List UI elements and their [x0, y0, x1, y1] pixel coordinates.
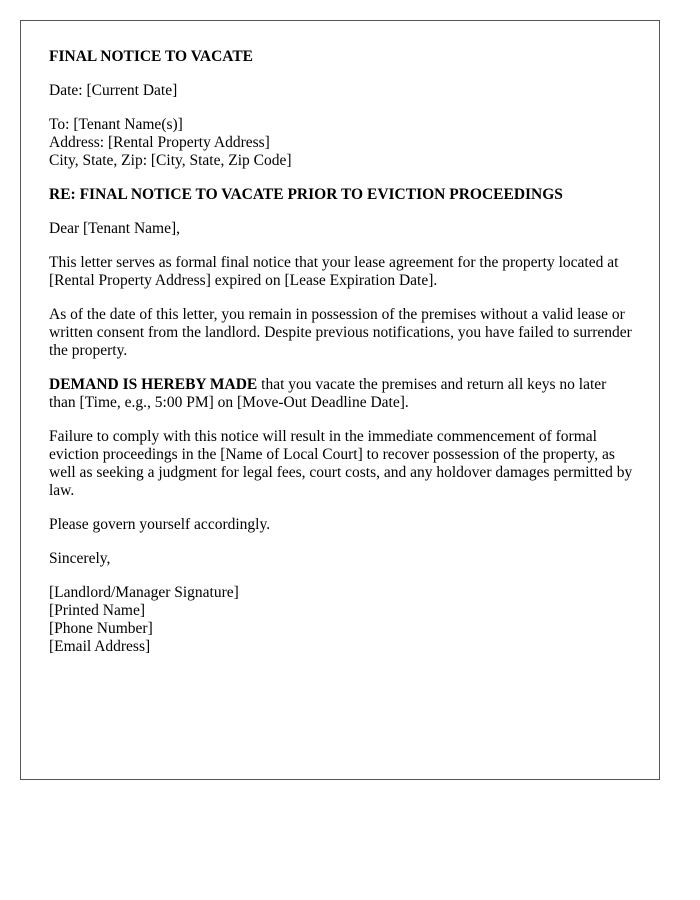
signature-block [49, 584, 633, 656]
letter-content [49, 48, 633, 672]
signature-line: [Landlord/Manager Signature] [49, 584, 239, 601]
letter-page [20, 20, 660, 780]
date-line: Date: [Current Date] [49, 82, 178, 99]
printed-name: [Printed Name] [49, 602, 145, 619]
paragraph-lease-expired: This letter serves as formal final notice that your lease agreement for the property located at [Rental Property Address] expired on [Lease Expiration Date]. [49, 254, 619, 289]
salutation: Dear [Tenant Name], [49, 220, 181, 237]
recipient-to: To: [Tenant Name(s)] [49, 116, 183, 133]
closing: Sincerely, [49, 550, 111, 567]
email-address: [Email Address] [49, 638, 151, 655]
demand-emphasis: DEMAND IS HEREBY MADE [49, 376, 258, 393]
recipient-city-state-zip: City, State, Zip: [City, State, Zip Code] [49, 152, 292, 169]
paragraph-govern: Please govern yourself accordingly. [49, 516, 271, 533]
recipient-address: Address: [Rental Property Address] [49, 134, 270, 151]
paragraph-demand [49, 376, 633, 412]
re-line: RE: FINAL NOTICE TO VACATE PRIOR TO EVICTION PROCEEDINGS [49, 186, 563, 203]
demand-text: that you vacate the premises and return all keys no later than [Time, e.g., 5:00 PM] on [Move-Out Deadline Date]. [49, 376, 607, 411]
phone-number: [Phone Number] [49, 620, 153, 637]
recipient-block [49, 116, 633, 170]
paragraph-consequences: Failure to comply with this notice will result in the immediate commencement of formal eviction proceedings in the [Name of Local Court] to recover possession of the property, as well as seeking a judgment for legal fees, court costs, and any holdover damages permitted by law. [49, 428, 633, 499]
paragraph-possession: As of the date of this letter, you remain in possession of the premises without a valid lease or written consent from the landlord. Despite previous notifications, you have failed to surrender the property. [49, 306, 632, 359]
letter-title: FINAL NOTICE TO VACATE [49, 48, 254, 65]
